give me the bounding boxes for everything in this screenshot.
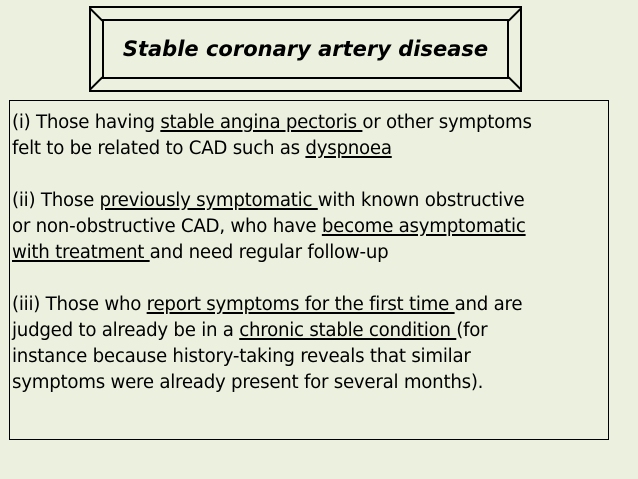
title-panel (102, 19, 509, 79)
text-line (12, 344, 608, 370)
text-segment: (i) Those having (12, 112, 161, 133)
slide-title: Stable coronary artery disease (122, 37, 489, 61)
text-line (12, 136, 608, 162)
text-line (12, 110, 608, 136)
underlined-phrase: report symptoms for the first time (146, 294, 455, 315)
text-segment: (ii) Those (12, 190, 100, 211)
underlined-phrase: become asymptomatic (321, 216, 526, 237)
text-line (12, 240, 608, 266)
underlined-phrase: stable angina pectoris (160, 112, 363, 133)
text-segment: instance because history-taking reveals that similar (12, 346, 471, 367)
text-segment: or other symptoms (362, 112, 532, 133)
frame-bevel-bottom-right (508, 77, 521, 90)
text-line (12, 318, 608, 344)
frame-bevel-bottom-left (90, 77, 103, 90)
underlined-phrase: dyspnoea (305, 138, 392, 159)
text-segment: and are (454, 294, 523, 315)
text-line (12, 188, 608, 214)
text-line (12, 292, 608, 318)
criteria-paragraph (12, 110, 608, 162)
frame-bevel-top-left (90, 8, 103, 21)
text-segment: symptoms were already present for several months). (12, 372, 484, 393)
text-segment: or non-obstructive CAD, who have (12, 216, 322, 237)
frame-bevel-top-right (508, 8, 521, 21)
text-line (12, 370, 608, 396)
text-segment: (iii) Those who (12, 294, 147, 315)
text-segment: and need regular follow-up (149, 242, 389, 263)
text-segment: judged to already be in a (12, 320, 240, 341)
criteria-paragraph (12, 292, 608, 396)
text-line (12, 214, 608, 240)
underlined-phrase: previously symptomatic (99, 190, 318, 211)
underlined-phrase: with treatment (12, 242, 150, 263)
text-segment: with known obstructive (317, 190, 525, 211)
text-segment: felt to be related to CAD such as (12, 138, 306, 159)
title-frame (89, 6, 522, 92)
content-box (9, 100, 609, 440)
text-segment: (for (456, 320, 488, 341)
underlined-phrase: chronic stable condition (239, 320, 457, 341)
criteria-paragraph (12, 188, 608, 266)
